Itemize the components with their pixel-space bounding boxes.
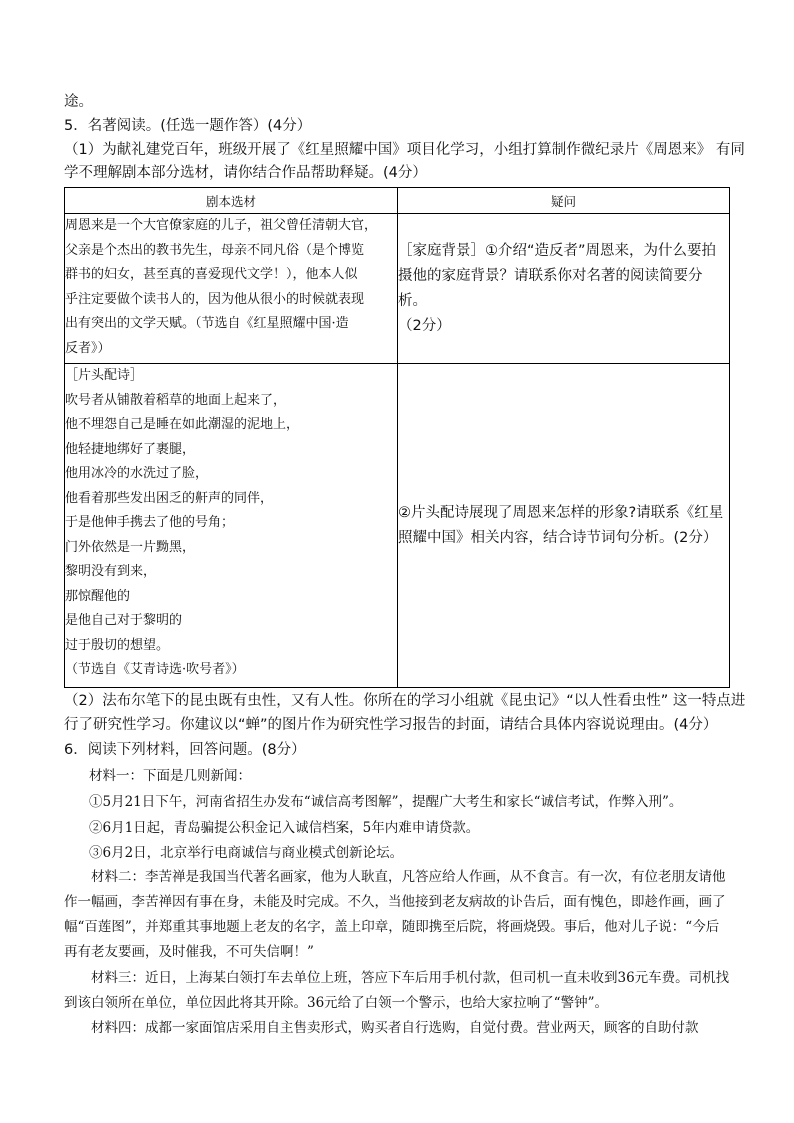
row2-q-line: 照耀中国》相关内容，结合诗节词句分析。(2分） <box>398 529 718 546</box>
row1-q-line: ［家庭背景］①介绍“造反者”周恩来，为什么要拍 <box>398 242 717 259</box>
row1-line: 反者》） <box>65 340 111 356</box>
news-item: ①5月21日下午，河南省招生办发布“诚信高考图解”，提醒广大考生和家长“诚信考试，作弊入刑”。 <box>89 794 683 810</box>
poem-line: 黎明没有到来， <box>65 564 157 579</box>
q5-heading: 5．名著阅读。(任选一题作答）(4分） <box>64 118 312 134</box>
top-fragment: 途。 <box>64 94 93 110</box>
row2-material-cell <box>65 364 398 688</box>
material-1-title: 材料一：下面是几则新闻： <box>89 768 251 784</box>
row1-line: 群书的妇女，甚至真的喜爱现代文学！），他本人似 <box>65 267 358 282</box>
script-table <box>64 187 730 688</box>
q6-heading: 6．阅读下列材料，回答问题。(8分） <box>64 742 306 758</box>
poem-line: 于是他伸手携去了他的号角； <box>65 515 235 530</box>
poem-source: （节选自《艾青诗选·吹号者》） <box>65 662 245 677</box>
row1-material-cell <box>65 214 398 364</box>
poem-line: 是他自己对于黎明的 <box>65 613 183 628</box>
row2-question-cell <box>398 364 730 688</box>
table-header-question: 疑问 <box>398 188 730 214</box>
table-row <box>65 214 730 364</box>
material-2: 材料二：李苦禅是我国当代著名画家，他为人耿直，凡答应给人作画，从不食言。有一次，有位老朋友请他作一幅画，李苦禅因有事在身，未能及时完成。不久，当他接到老友病故的讣告后，面有愧色，即趁作画，画了幅“百莲图”，并郑重其事地题上老友的名字，盖上印章，随即携至后院，将画烧毁。事后，他对儿子说：“今后再有老友要画，及时催我，不可失信啊！” <box>64 869 726 960</box>
table-row <box>65 364 730 688</box>
row1-line: 乎注定要做个读书人的，因为他从很小的时候就表现 <box>65 291 365 307</box>
q5-p2-line2: 行了研究性学习。你建议以“蝉”的图片作为研究性学习报告的封面，请结合具体内容说说理由。(4分） <box>64 717 718 733</box>
news-item: ③6月2日，北京举行电商诚信与商业模式创新论坛。 <box>89 845 404 861</box>
row1-line: 父亲是个杰出的教书先生，母亲不同凡俗（是个博览 <box>65 242 365 258</box>
q5-p2-line1: （2）法布尔笔下的昆虫既有虫性，又有人性。你所在的学习小组就《昆虫记》“以人性看虫性” 这一特点进 <box>64 693 746 709</box>
row1-question-cell <box>398 214 730 364</box>
q5-p1-line2: 学不理解剧本部分选材，请你结合作品帮助释疑。(4分） <box>64 165 427 181</box>
poem-line: 过于殷切的想望。 <box>65 637 170 653</box>
row2-q-line: ②片头配诗展现了周恩来怎样的形象?请联系《红星 <box>398 504 724 521</box>
poem-line: ［片头配诗］ <box>65 368 144 383</box>
row1-line: 出有突出的文学天赋。（节选自《红星照耀中国·造 <box>65 316 349 331</box>
poem-line: 门外依然是一片黝黑， <box>65 539 196 555</box>
poem-line: 他不埋怨自己是睡在如此潮湿的泥地上， <box>65 417 300 432</box>
material-3: 材料三：近日，上海某白领打车去单位上班，答应下车后用手机付款，但司机一直未收到36元车费。司机找到该白领所在单位，单位因此将其开除。36元给了白领一个警示，也给大家拉响了“警钟”。 <box>64 970 730 1011</box>
poem-line: 吹号者从铺散着稻草的地面上起来了， <box>65 392 287 408</box>
q5-p1-line1: （1）为献礼建党百年，班级开展了《红星照耀中国》项目化学习，小组打算制作微纪录片《周恩来》 有同 <box>64 142 745 158</box>
table-header-row <box>65 188 730 214</box>
material-4: 材料四：成都一家面馆店采用自主售卖形式，购买者自行选购，自觉付费。营业两天，顾客的自助付款 <box>91 1020 699 1036</box>
news-item: ②6月1日起，青岛骗提公积金记入诚信档案，5年内难申请贷款。 <box>89 820 480 836</box>
poem-line: 他用冰冷的水洗过了脸， <box>65 466 209 481</box>
row1-line: 周恩来是一个大官僚家庭的儿子，祖父曾任清朝大官， <box>65 218 378 233</box>
row1-q-line: （2分） <box>398 317 451 334</box>
poem-line: 他看着那些发出困乏的鼾声的同伴， <box>65 490 274 506</box>
table-header-material: 剧本选材 <box>65 188 398 214</box>
poem-line: 那惊醒他的 <box>65 588 131 604</box>
poem-line: 他轻捷地绑好了裹腿， <box>65 441 196 457</box>
row1-q-line: 摄他的家庭背景？请联系你对名著的阅读简要分析。 <box>398 267 703 309</box>
